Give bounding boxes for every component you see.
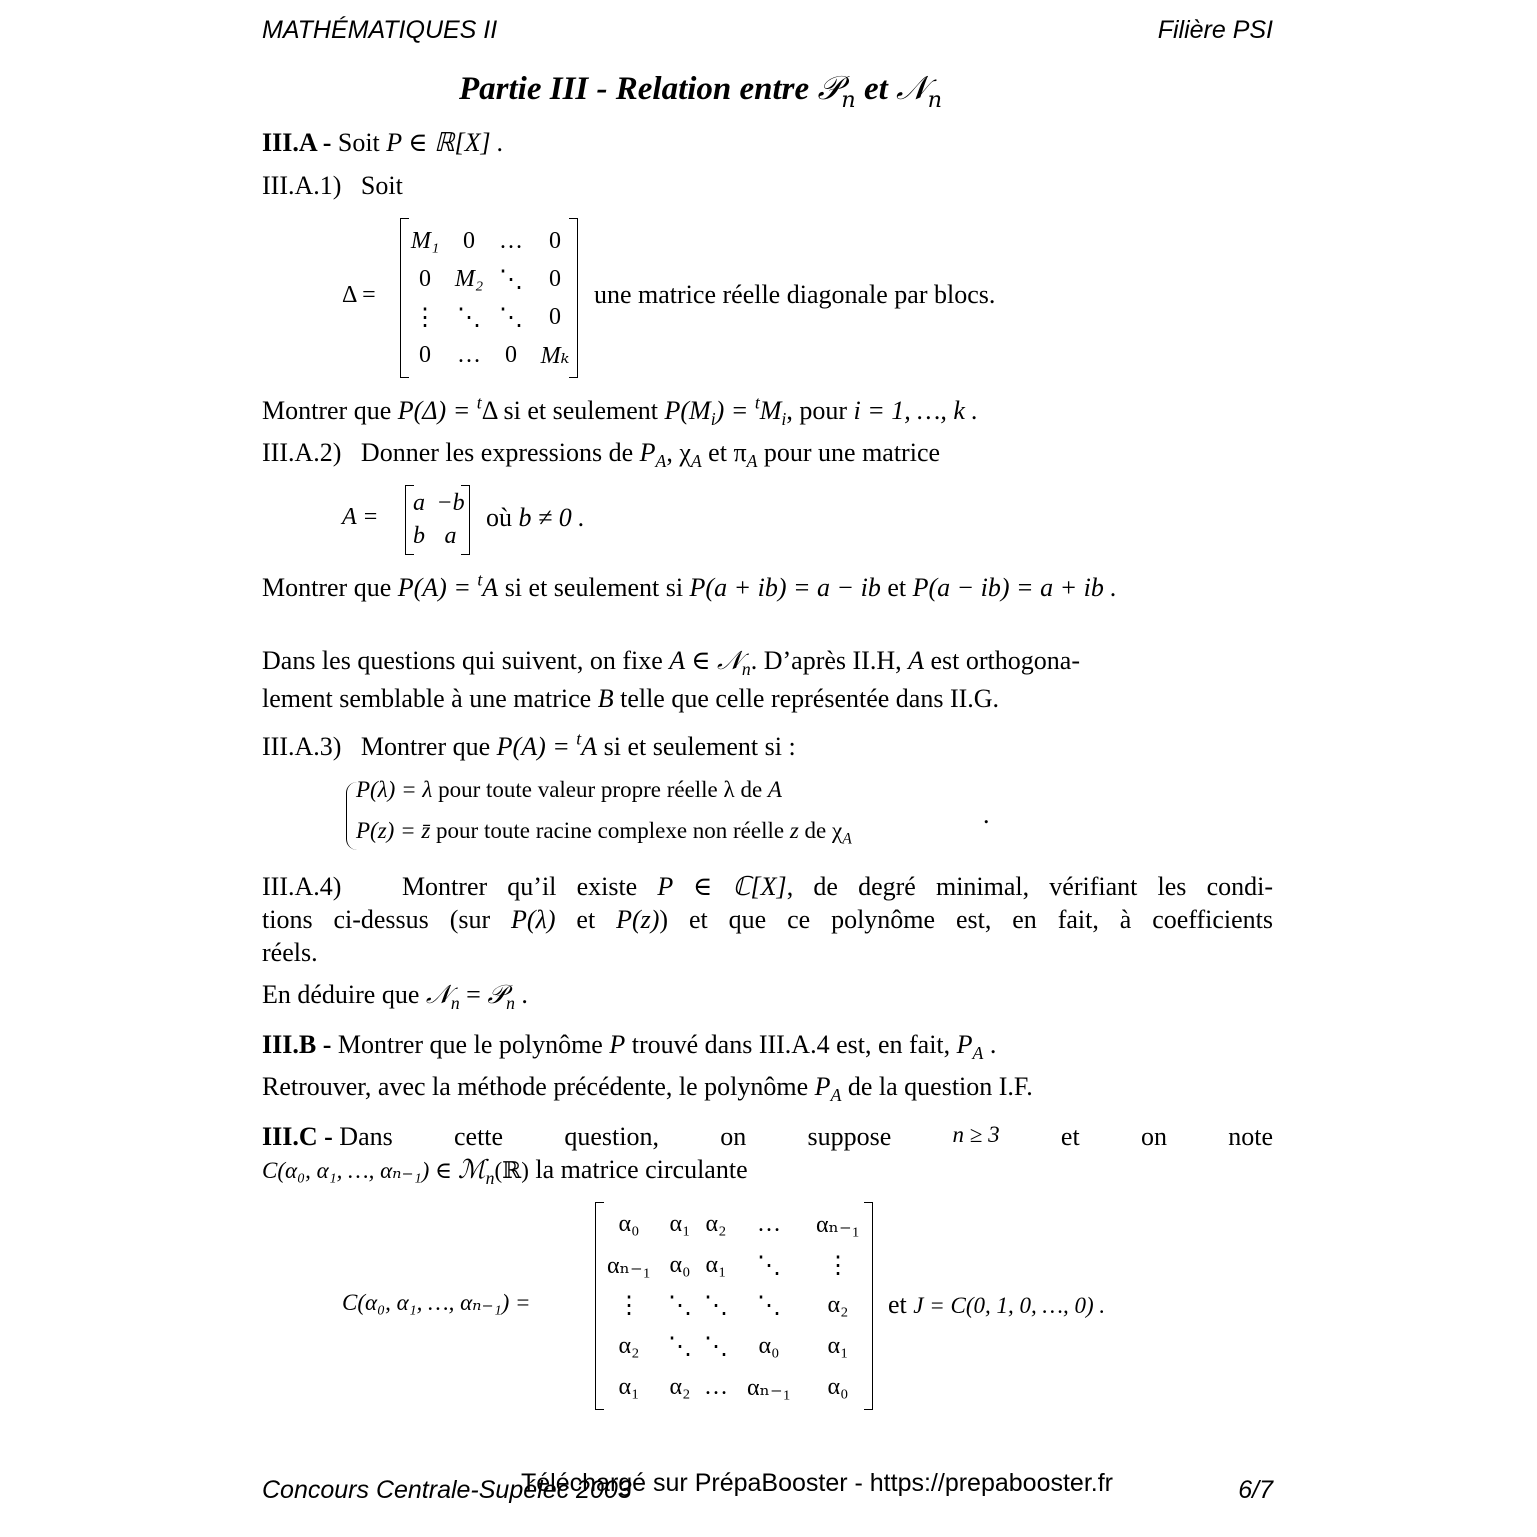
header-track: Filière PSI xyxy=(1157,16,1273,44)
case-1 xyxy=(356,777,782,803)
title-text: Partie III - Relation entre xyxy=(459,71,818,107)
sub: n xyxy=(506,993,515,1014)
question-IIIA2: III.A.2) Donner les expressions de $P_A$, $\chi_A$ et $\pi_A$ pour une matrice xyxy=(262,438,941,472)
math: P(A) = xyxy=(397,573,478,602)
matrix-space-symbol: ℳ xyxy=(457,1155,486,1185)
text: ) et que ce polynôme est, en fait, à coefficients xyxy=(659,905,1274,934)
page-title xyxy=(459,68,943,113)
math: A xyxy=(581,732,598,761)
math: A xyxy=(908,646,925,675)
IIIA4-line-2 xyxy=(262,905,1273,935)
set-p-symbol: 𝒫 xyxy=(487,980,507,1010)
math: (ℝ) xyxy=(494,1158,529,1183)
section-IIIB xyxy=(262,1030,997,1064)
math: A xyxy=(767,777,782,802)
question-IIIA3 xyxy=(262,728,796,762)
matrix-cell: α₂ xyxy=(827,1292,849,1319)
math: M xyxy=(759,396,782,425)
text: la matrice circulante xyxy=(528,1155,748,1184)
transpose-mark: t xyxy=(476,392,482,413)
math: i = 1, …, k . xyxy=(853,396,978,425)
matrix-cell: 0 xyxy=(419,265,431,292)
section-label: III.B - xyxy=(262,1030,338,1059)
matrix-cell: ⋮ xyxy=(617,1293,641,1320)
math: P xyxy=(956,1030,973,1059)
cases-dot: . xyxy=(983,800,990,829)
math: Δ xyxy=(481,396,497,425)
matrix-cell: αₙ₋₁ xyxy=(816,1211,860,1238)
word: cette xyxy=(454,1122,504,1151)
matrix-cell: α₀ xyxy=(618,1210,640,1237)
matrix-cell: 0 xyxy=(549,303,561,330)
footer-watermark[interactable]: Téléchargé sur PrépaBooster - https://prepabooster.fr xyxy=(521,1469,1113,1497)
question-label: III.A.4) xyxy=(262,872,342,901)
delta-matrix xyxy=(400,218,578,378)
matrix-cell: 0 xyxy=(505,341,517,368)
matrix-cell: α₁ xyxy=(669,1210,691,1237)
math: P ∈ ℂ[X] xyxy=(657,872,787,901)
case-2 xyxy=(356,818,852,848)
text: Soit xyxy=(337,128,387,157)
text: et xyxy=(888,1290,914,1319)
math: χ xyxy=(679,438,691,467)
matrix-cell: ⋱ xyxy=(704,1293,728,1320)
text: et xyxy=(555,905,617,934)
text: . xyxy=(983,1030,997,1059)
set-n-symbol: 𝒩 xyxy=(716,646,742,676)
sub: n xyxy=(485,1168,495,1189)
circulant-J-def xyxy=(888,1290,1105,1320)
matrix-cell: ⋮ xyxy=(413,304,437,331)
text: Soit xyxy=(360,171,403,200)
delta-lhs: Δ = xyxy=(342,282,376,308)
sub: A xyxy=(830,1085,842,1106)
text: si et seulement xyxy=(496,396,665,425)
IIIA4-line-1 xyxy=(262,872,1273,902)
A-condition xyxy=(486,503,585,533)
set-p-symbol: 𝒫 xyxy=(817,68,842,107)
matrix-cell: M₂ xyxy=(454,265,484,292)
text: si et seulement si : xyxy=(597,732,796,761)
transpose-mark: t xyxy=(576,728,582,749)
math: C(α₀, α₁, …, αₙ₋₁) ∈ xyxy=(262,1158,458,1183)
sub: i xyxy=(781,409,787,430)
math: b ≠ 0 . xyxy=(518,503,585,532)
matrix-cell: ⋱ xyxy=(704,1334,728,1361)
text: Donner les expressions de xyxy=(360,438,640,467)
text: . D’après II.H, xyxy=(750,646,909,675)
sub: n xyxy=(741,659,751,680)
IIIA4-deduce xyxy=(262,980,528,1014)
text: Montrer que le polynôme xyxy=(337,1030,610,1059)
IIIA2-statement xyxy=(262,569,1117,603)
title-sub-n-2: n xyxy=(927,86,943,113)
question-IIIA1 xyxy=(262,171,403,201)
transpose-mark: t xyxy=(477,569,483,590)
matrix-cell: … xyxy=(499,227,523,254)
math: n ≥ 3 xyxy=(952,1122,1000,1147)
word: question, xyxy=(564,1122,659,1151)
matrix-cell: α₁ xyxy=(618,1374,640,1401)
sub: A xyxy=(972,1043,984,1064)
matrix-cell: ⋱ xyxy=(668,1293,692,1320)
delta-description: une matrice réelle diagonale par blocs. xyxy=(594,280,996,309)
matrix-cell: ⋱ xyxy=(757,1293,781,1320)
question-label: III.A.3) xyxy=(262,732,342,761)
word: et xyxy=(1060,1122,1080,1151)
text: où xyxy=(486,503,519,532)
math: P xyxy=(639,438,656,467)
math: z xyxy=(789,818,799,843)
text: , pour xyxy=(786,396,854,425)
matrix-cell: ⋱ xyxy=(499,304,523,331)
question-label: III.A.2) xyxy=(262,438,342,467)
circulant-lhs: C(α₀, α₁, …, αₙ₋₁) = xyxy=(342,1290,531,1315)
math: ) = xyxy=(715,396,755,425)
math: P(A) = xyxy=(496,732,577,761)
matrix-cell: α₀ xyxy=(827,1374,849,1401)
footer-exam: Concours Centrale-Supélec 2003 xyxy=(262,1476,632,1504)
text: est orthogona- xyxy=(924,646,1080,675)
intro-line-1 xyxy=(262,646,1080,680)
math: P(a + ib) = a − ib xyxy=(689,573,881,602)
text: , de degré minimal, vérifiant les condi- xyxy=(786,872,1274,901)
title-sub-n: n xyxy=(841,86,856,113)
section-IIIA xyxy=(262,128,504,158)
text: pour une matrice xyxy=(757,438,941,467)
sub: A xyxy=(746,451,758,472)
text: de xyxy=(798,818,833,843)
math: P(Δ) = xyxy=(397,396,477,425)
set-n-symbol: 𝒩 xyxy=(896,68,928,107)
text: de la question I.F. xyxy=(841,1072,1033,1101)
math: π xyxy=(733,438,747,467)
text: Montrer que xyxy=(360,732,497,761)
IIIC-line-1 xyxy=(262,1122,1273,1152)
IIIB-line-2 xyxy=(262,1072,1033,1106)
matrix-cell: … xyxy=(704,1374,728,1401)
sub: A xyxy=(842,830,852,848)
matrix-cell: −b xyxy=(436,490,465,516)
matrix-cell: α₂ xyxy=(669,1374,691,1401)
math: λ xyxy=(723,777,735,802)
math: P ∈ ℝ[X] . xyxy=(386,128,504,157)
IIIC-line-2 xyxy=(262,1155,748,1189)
IIIA1-statement xyxy=(262,392,978,430)
intro-line-2 xyxy=(262,684,999,714)
text: lement semblable à une matrice xyxy=(262,684,598,713)
text: pour toute racine complexe non réelle xyxy=(430,818,790,843)
matrix-cell: ⋱ xyxy=(457,304,481,331)
A-lhs: A = xyxy=(342,504,379,530)
sub: A xyxy=(690,451,702,472)
sub: n xyxy=(450,993,460,1014)
math: χ xyxy=(832,818,843,843)
matrix-cell: 0 xyxy=(549,227,561,254)
word: on xyxy=(720,1122,747,1151)
delta-matrix-grid xyxy=(401,222,577,374)
section-label: III.C - xyxy=(262,1122,340,1151)
word: note xyxy=(1228,1122,1273,1151)
text: et xyxy=(880,573,913,602)
matrix-cell: … xyxy=(757,1210,781,1237)
math: P(λ) xyxy=(511,905,556,934)
question-label: III.A.1) xyxy=(262,171,342,200)
text: tions ci-dessus (sur xyxy=(262,905,512,934)
math: A ∈ xyxy=(669,646,717,675)
text: Retrouver, avec la méthode précédente, le polynôme xyxy=(262,1072,815,1101)
math: P(z) xyxy=(616,905,660,934)
word: suppose xyxy=(807,1122,892,1151)
math: A xyxy=(482,573,499,602)
text: Montrer que xyxy=(262,396,398,425)
word: on xyxy=(1140,1122,1167,1151)
IIIA4-line-3: réels. xyxy=(262,938,318,967)
matrix-cell: a xyxy=(413,490,425,516)
math: P(M xyxy=(664,396,711,425)
matrix-cell: αₙ₋₁ xyxy=(607,1252,651,1279)
text: telle que celle représentée dans II.G. xyxy=(613,684,1000,713)
IIIC-label-wrap xyxy=(262,1122,393,1152)
text: En déduire que xyxy=(262,980,426,1009)
math: P(z) = z̄ xyxy=(356,818,431,843)
math: P xyxy=(814,1072,831,1101)
sub: A xyxy=(655,451,667,472)
matrix-cell: Mₖ xyxy=(540,342,570,369)
transpose-mark: t xyxy=(754,392,760,413)
section-label: III.A - xyxy=(262,128,338,157)
header-subject: MATHÉMATIQUES II xyxy=(262,16,498,44)
matrix-cell: … xyxy=(457,341,481,368)
math: J = C(0, 1, 0, …, 0) . xyxy=(913,1293,1106,1318)
matrix-cell: 0 xyxy=(463,227,475,254)
math: P(λ) = λ xyxy=(356,777,433,802)
math: = xyxy=(459,980,488,1009)
matrix-cell: α₀ xyxy=(669,1251,691,1278)
math: B xyxy=(597,684,614,713)
text: Montrer qu’il existe xyxy=(401,872,658,901)
word: Dans xyxy=(339,1122,393,1151)
matrix-cell: b xyxy=(413,523,425,549)
matrix-cell: ⋱ xyxy=(668,1334,692,1361)
matrix-cell: α₀ xyxy=(758,1333,780,1360)
matrix-cell: 0 xyxy=(419,341,431,368)
text: pour toute valeur propre réelle xyxy=(432,777,724,802)
matrix-cell: α₁ xyxy=(827,1333,849,1360)
math: P(a − ib) = a + ib . xyxy=(912,573,1117,602)
text: et xyxy=(701,438,734,467)
A-matrix xyxy=(405,485,470,555)
title-et: et xyxy=(855,71,897,107)
matrix-cell: ⋮ xyxy=(826,1252,850,1279)
math: P xyxy=(609,1030,626,1059)
matrix-cell: ⋱ xyxy=(499,266,523,293)
text: trouvé dans III.A.4 est, en fait, xyxy=(625,1030,957,1059)
matrix-cell: a xyxy=(444,523,457,549)
matrix-cell: M₁ xyxy=(410,227,440,254)
matrix-cell: 0 xyxy=(549,265,561,292)
A-matrix-grid xyxy=(406,487,469,553)
matrix-cell: α₂ xyxy=(705,1210,727,1237)
circulant-matrix-grid xyxy=(596,1204,872,1408)
sub: i xyxy=(710,409,716,430)
circulant-matrix xyxy=(595,1202,873,1410)
text: Montrer que xyxy=(262,573,398,602)
footer-page-number: 6/7 xyxy=(1238,1476,1273,1504)
matrix-cell: ⋱ xyxy=(757,1252,781,1279)
text: de xyxy=(734,777,768,802)
text: Dans les questions qui suivent, on fixe xyxy=(262,646,670,675)
text: si et seulement si xyxy=(498,573,690,602)
matrix-cell: α₁ xyxy=(705,1251,727,1278)
matrix-cell: α₂ xyxy=(618,1333,640,1360)
set-n-symbol: 𝒩 xyxy=(425,980,451,1010)
text: . xyxy=(514,980,528,1009)
matrix-cell: αₙ₋₁ xyxy=(747,1375,791,1402)
